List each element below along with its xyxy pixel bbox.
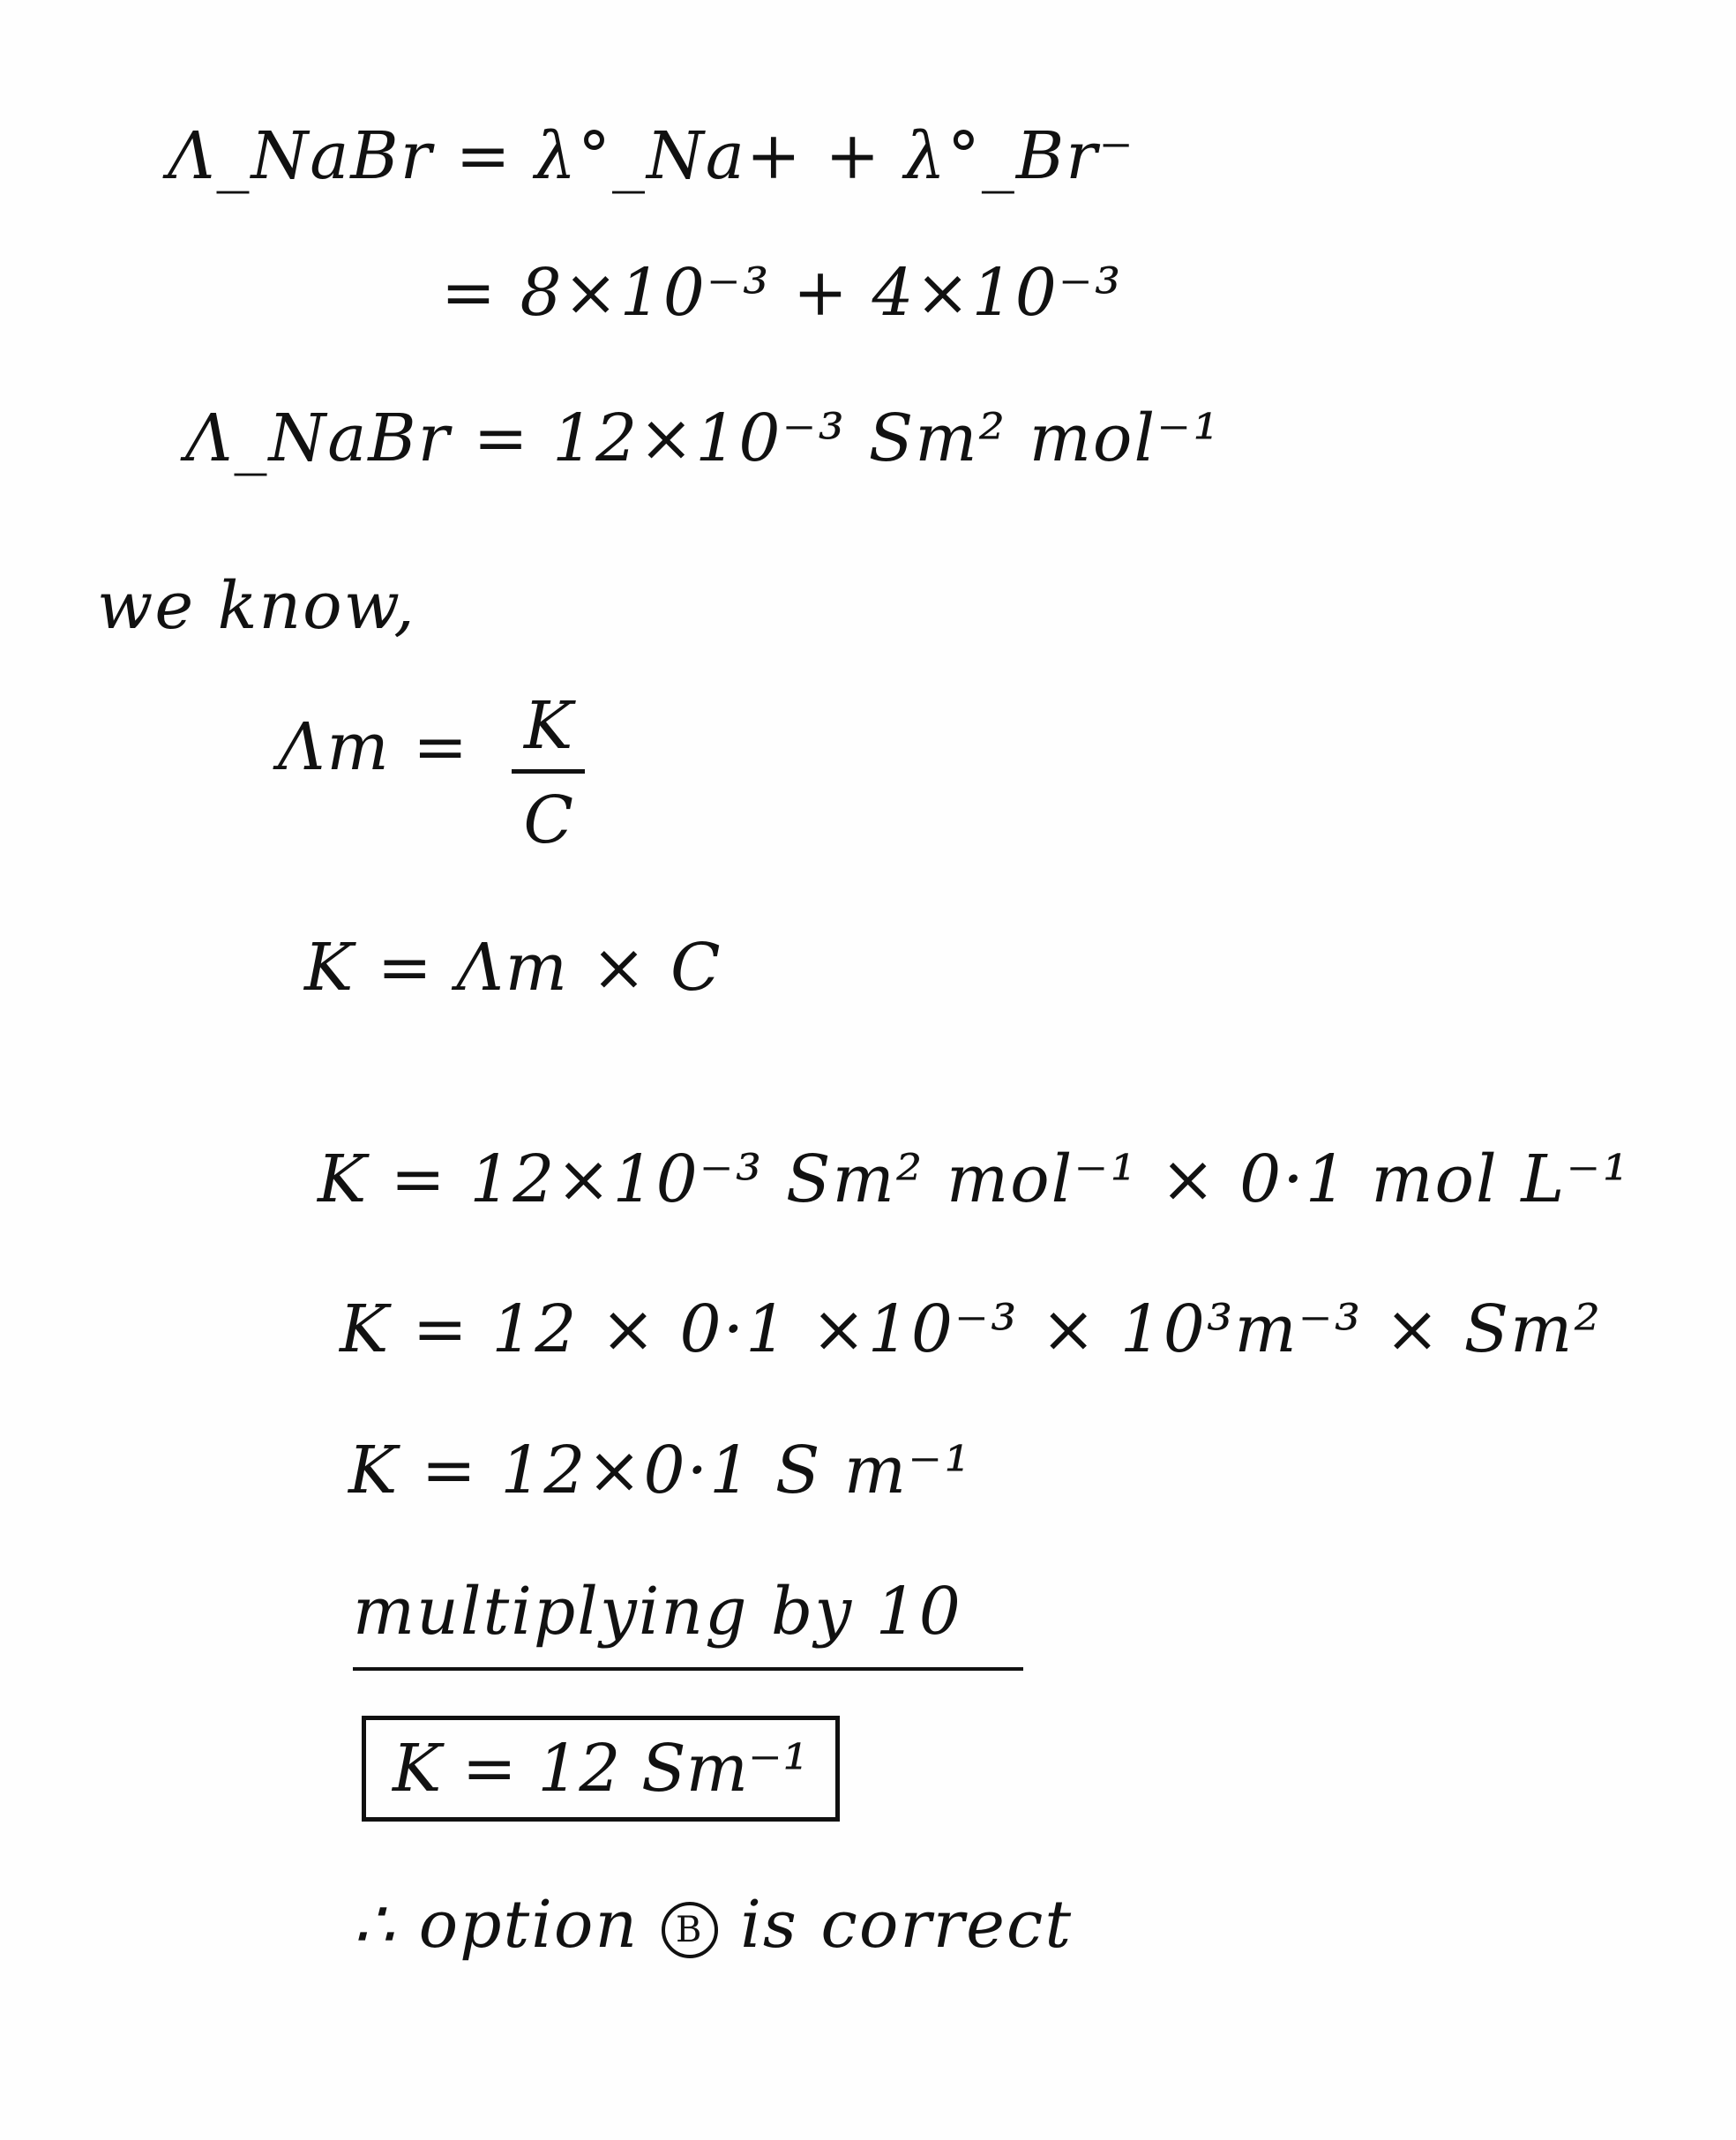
fraction-k-over-c [512, 688, 585, 858]
text-multiplying-by-10: multiplying by 10 [353, 1574, 962, 1650]
equation-substitution: = 8×10⁻³ + 4×10⁻³ [441, 255, 1123, 331]
equation-conductivity-formula: K = Λm × C [304, 930, 722, 1006]
equation-result-molar-conductivity: Λ_NaBr = 12×10⁻³ Sm² mol⁻¹ [185, 400, 1221, 476]
underline [353, 1667, 1023, 1671]
equation-simplified: K = 12×0·1 S m⁻¹ [348, 1433, 972, 1508]
option-circle: B [662, 1902, 718, 1958]
conclusion-line [353, 1887, 1074, 1963]
equation-unit-conversion: K = 12 × 0·1 ×10⁻³ × 10³m⁻³ × Sm² [340, 1291, 1602, 1367]
final-answer-box: K = 12 Sm⁻¹ [362, 1716, 840, 1822]
equation-limiting-molar-conductivity: Λ_NaBr = λ°_Na+ + λ°_Br⁻ [168, 118, 1135, 194]
equation-conductivity-substitution: K = 12×10⁻³ Sm² mol⁻¹ × 0·1 mol L⁻¹ [318, 1141, 1631, 1217]
fraction-numerator: K [512, 688, 585, 774]
text-we-know: we know, [97, 568, 416, 644]
equation-molar-conductivity-lhs: Λm = [278, 709, 470, 785]
fraction-denominator: C [523, 782, 573, 858]
conclusion-prefix: ∴ option [353, 1887, 640, 1963]
conclusion-suffix: is correct [740, 1887, 1074, 1963]
